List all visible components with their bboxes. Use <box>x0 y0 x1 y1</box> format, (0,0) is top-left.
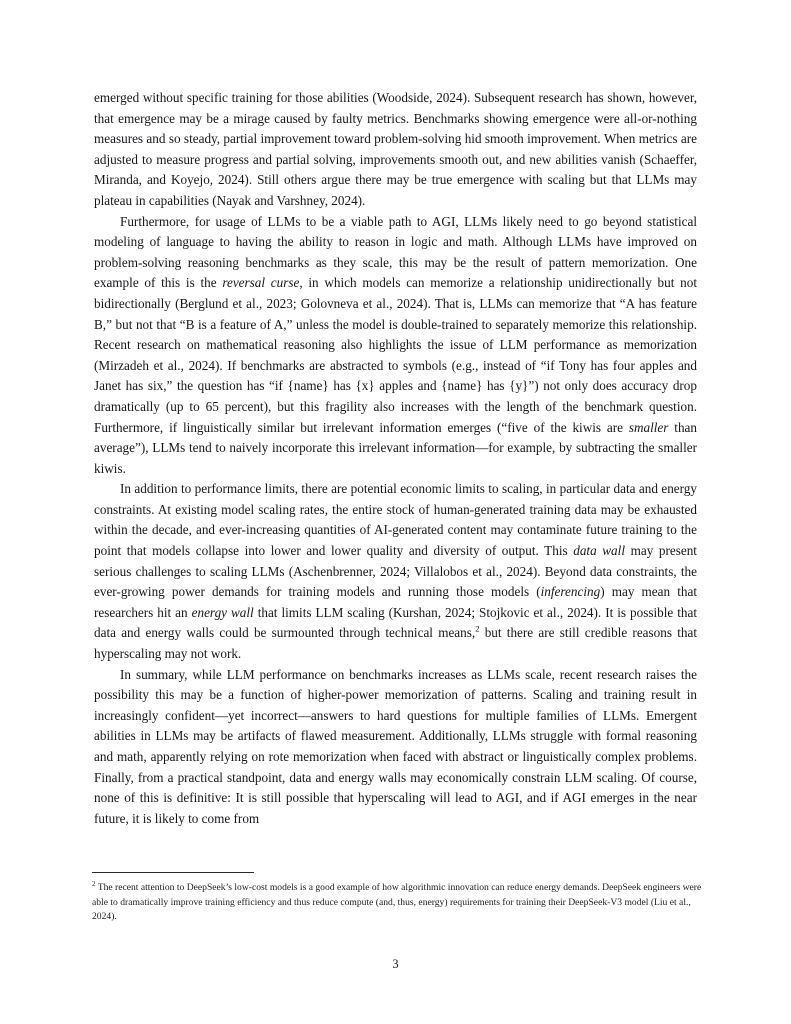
emphasis-phrase: energy wall <box>191 604 254 620</box>
page-number: 3 <box>392 957 399 971</box>
paragraph-summary: In summary, while LLM performance on benchmarks increases as LLMs scale, recent research raises the possibility this may be a function of higher-power memorization of patterns. Scaling and training result in increasingly confident—yet incorrect—answers to hard questions for multiple families of LLMs. Emergent abilities in LLMs may be artifacts of flawed measurement. Additionally, LLMs struggle with formal reasoning and math, apparently relying on rote memorization when faced with abstract or linguistically complex problems. Finally, from a practical standpoint, data and energy walls may economically constrain LLM scaling. Of course, none of this is definitive: It is still possible that hyperscaling will lead to AGI, and if AGI emerges in the near future, it is likely to come from <box>94 666 697 826</box>
paragraph-reasoning: Furthermore, for usage of LLMs to be a viable path to AGI, LLMs likely need to go beyond statistical modeling of language to having the ability to reason in logic and math. Although LLMs have improved on problem-solving reasoning benchmarks as they scale, this may be the result of pattern memorization. One example of this is the reversal curse, in which models can memorize a relationship unidirectionally but not bidirectionally (Berglund et al., 2023; Golovneva et al., 2024). That is, LLMs can memorize that “A has feature B,” but not that “B is a feature of A,” unless the model is double-trained to separately memorize this relationship. Recent research on mathematical reasoning also highlights the issue of LLM performance as memorization (Mirzadeh et al., 2024). If benchmarks are abstracted to symbols (e.g., instead of “if Tony has four apples and Janet has six,” the question has “if {name} has {x} apples and {name} has {y}”) not only does accuracy drop dramatically (up to 65 percent), but this fragility also increases with the length of the benchmark question. Furthermore, if linguistically similar but irrelevant information emerges (“five of the kiwis are smaller than average”), LLMs tend to naively incorporate this irrelevant information—for example, by subtracting the smaller kiwis. <box>94 213 697 476</box>
emphasis-phrase: smaller <box>628 419 669 435</box>
footnote-separator-rule <box>92 872 254 873</box>
footnote-entry: $^2$ The recent attention to DeepSeek’s low-cost models is a good example of how algorithmic innovation can reduce energy demands. DeepSeek engineers were able to dramatically improve training efficiency and thus reduce compute (and, thus, energy) requirements for training their DeepSeek-V3 model (Liu et al., 2024). <box>92 879 702 923</box>
emphasis-phrase: data wall <box>573 543 625 559</box>
paragraph-emergence: emerged without specific training for those abilities (Woodside, 2024). Subsequent research has shown, however, that emergence may be a mirage caused by faulty metrics. Benchmarks showing emergence were all-or-nothing measures and so steady, partial improvement toward problem-solving hid smooth improvement. When metrics are adjusted to measure progress and partial solving, improvements smooth out, and new abilities vanish (Schaeffer, Miranda, and Koyejo, 2024). Still others argue there may be true emergence with scaling but that LLMs may plateau in capabilities (Nayak and Varshney, 2024). <box>94 90 697 208</box>
emphasis-phrase: inferencing <box>540 584 601 600</box>
page-body-text <box>94 88 697 829</box>
paragraph-economic-limits: In addition to performance limits, there are potential economic limits to scaling, in particular data and energy constraints. At existing model scaling rates, the entire stock of human-generated training data may be exhausted within the decade, and ever-increasing quantities of AI-generated content may contaminate future training to the point that models collapse into lower and lower quality and diversity of output. This data wall may present serious challenges to scaling LLMs (Aschenbrenner, 2024; Villalobos et al., 2024). Beyond data constraints, the ever-growing power demands for training models and running those models (inferencing) may mean that researchers hit an energy wall that limits LLM scaling (Kurshan, 2024; Stojkovic et al., 2024). It is possible that data and energy walls could be surmounted through technical means,$^2$ but there are still credible reasons that hyperscaling may not work. <box>94 481 697 662</box>
footnote-number: 2 <box>92 879 96 888</box>
footnote-section <box>92 872 703 925</box>
footnote-reference-marker[interactable]: 2 <box>475 624 480 635</box>
emphasis-phrase: reversal curse <box>222 275 300 291</box>
